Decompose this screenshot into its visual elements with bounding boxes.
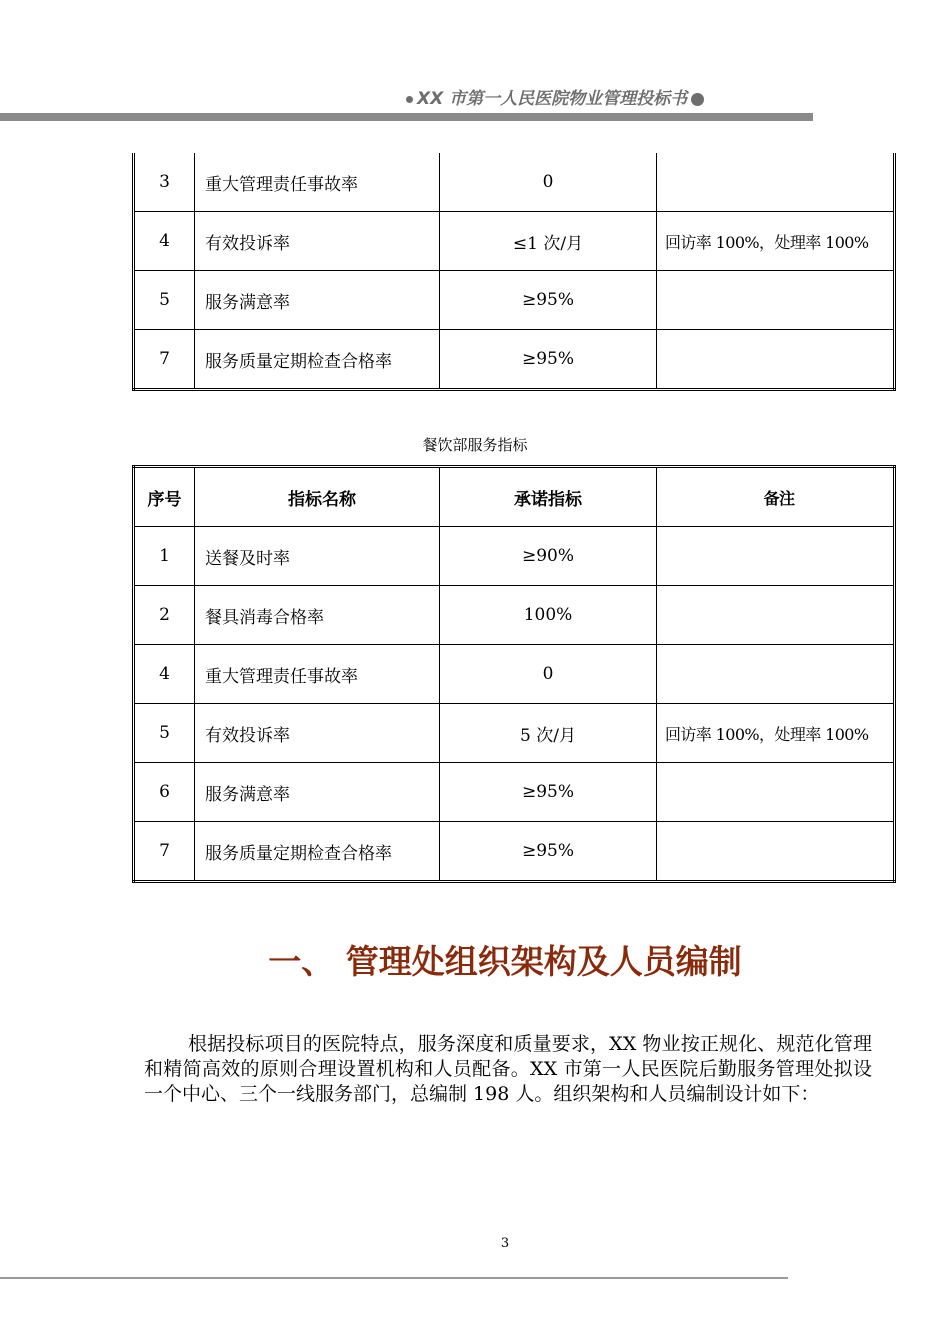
header-name: 指标名称 bbox=[195, 467, 440, 527]
table-row bbox=[134, 822, 895, 882]
cell-target: 0 bbox=[440, 153, 657, 212]
cell-target: ≥90% bbox=[440, 527, 657, 586]
cell-no: 5 bbox=[134, 271, 195, 330]
cell-name: 有效投诉率 bbox=[195, 704, 440, 763]
bullet-dot-icon bbox=[691, 93, 704, 106]
cell-note bbox=[657, 822, 895, 882]
header-note: 备注 bbox=[657, 467, 895, 527]
cell-target: 100% bbox=[440, 586, 657, 645]
cell-note bbox=[657, 763, 895, 822]
table-header-row bbox=[134, 467, 895, 527]
cell-name: 重大管理责任事故率 bbox=[195, 153, 440, 212]
cell-note bbox=[657, 645, 895, 704]
footer-divider bbox=[0, 1277, 788, 1279]
table-row bbox=[134, 153, 895, 212]
table-row bbox=[134, 763, 895, 822]
cell-name: 服务质量定期检查合格率 bbox=[195, 822, 440, 882]
cell-no: 7 bbox=[134, 822, 195, 882]
cell-note bbox=[657, 153, 895, 212]
table-caption: 餐饮部服务指标 bbox=[422, 436, 528, 454]
cell-name: 服务质量定期检查合格率 bbox=[195, 330, 440, 390]
header-target: 承诺指标 bbox=[440, 467, 657, 527]
body-paragraph: 根据投标项目的医院特点，服务深度和质量要求，XX 物业按正规化、规范化管理和精简高效的原则合理设置机构和人员配备。XX 市第一人民医院后勤服务管理处拟设一个中心、三个一线服务部门，总编制 198 人。组织架构和人员编制设计如下： bbox=[144, 1033, 872, 1105]
header-title: XX 市第一人民医院物业管理投标书 bbox=[417, 89, 688, 109]
cell-name: 有效投诉率 bbox=[195, 212, 440, 271]
cell-target: ≥95% bbox=[440, 271, 657, 330]
cell-target: 5 次/月 bbox=[440, 704, 657, 763]
table-row bbox=[134, 212, 895, 271]
cell-note bbox=[657, 271, 895, 330]
table-row bbox=[134, 330, 895, 390]
cell-target: 0 bbox=[440, 645, 657, 704]
cell-no: 3 bbox=[134, 153, 195, 212]
bullet-dot-icon bbox=[406, 96, 413, 103]
header-title-line bbox=[402, 84, 708, 109]
table-row bbox=[134, 527, 895, 586]
cell-note bbox=[657, 586, 895, 645]
cell-name: 服务满意率 bbox=[195, 763, 440, 822]
cell-target: ≥95% bbox=[440, 822, 657, 882]
table-row bbox=[134, 704, 895, 763]
table-row bbox=[134, 271, 895, 330]
cell-no: 5 bbox=[134, 704, 195, 763]
cell-no: 1 bbox=[134, 527, 195, 586]
service-indicator-table-continued bbox=[132, 153, 896, 391]
cell-name: 重大管理责任事故率 bbox=[195, 645, 440, 704]
cell-note bbox=[657, 330, 895, 390]
cell-name: 送餐及时率 bbox=[195, 527, 440, 586]
table-row bbox=[134, 586, 895, 645]
cell-target: ≥95% bbox=[440, 763, 657, 822]
header-no: 序号 bbox=[134, 467, 195, 527]
cell-note: 回访率 100%，处理率 100% bbox=[657, 704, 895, 763]
cell-no: 7 bbox=[134, 330, 195, 390]
cell-target: ≥95% bbox=[440, 330, 657, 390]
cell-note bbox=[657, 527, 895, 586]
cell-no: 6 bbox=[134, 763, 195, 822]
cell-target: ≤1 次/月 bbox=[440, 212, 657, 271]
cell-no: 2 bbox=[134, 586, 195, 645]
header-divider bbox=[0, 113, 813, 121]
cell-no: 4 bbox=[134, 645, 195, 704]
page-number: 3 bbox=[500, 1236, 510, 1251]
cell-no: 4 bbox=[134, 212, 195, 271]
section-heading: 一、 管理处组织架构及人员编制 bbox=[268, 942, 742, 981]
cell-name: 服务满意率 bbox=[195, 271, 440, 330]
cell-name: 餐具消毒合格率 bbox=[195, 586, 440, 645]
table-row bbox=[134, 645, 895, 704]
catering-indicator-table bbox=[132, 465, 896, 883]
cell-note: 回访率 100%，处理率 100% bbox=[657, 212, 895, 271]
